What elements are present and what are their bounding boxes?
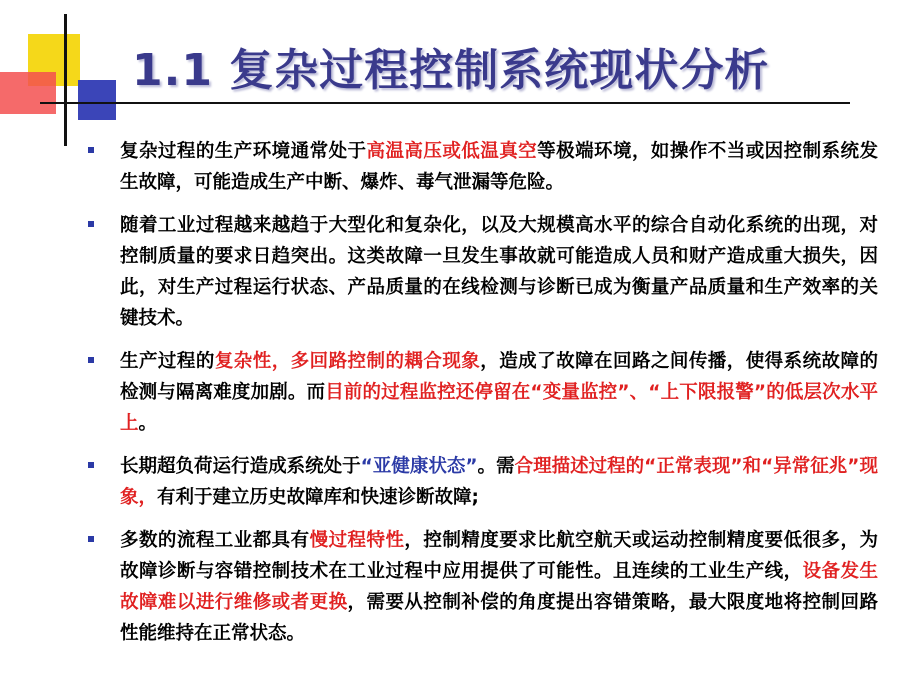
decor-blue-square bbox=[78, 80, 116, 120]
bullet-item bbox=[88, 346, 878, 439]
slide-title: 1.1 复杂过程控制系统现状分析 bbox=[132, 45, 770, 96]
text-run: 多数的流程工业都具有 bbox=[120, 530, 310, 551]
decor-vertical-line bbox=[64, 14, 67, 146]
text-run: 。需 bbox=[477, 456, 515, 477]
text-run: 生产过程的 bbox=[120, 351, 215, 372]
text-run: 。 bbox=[138, 413, 158, 434]
bullet-square-icon bbox=[88, 221, 94, 227]
bullet-item bbox=[88, 136, 878, 198]
bullet-list bbox=[88, 136, 878, 661]
text-run: ，需要从控制补偿的角度提出容错策略，最大限度地将控制回路性能维持在正常状态。 bbox=[120, 592, 878, 644]
text-run: ，造成了故障在回路之间传播，使得系统故障的检测与隔离难度加剧。而 bbox=[120, 351, 878, 403]
highlight-text-run: 目前的过程监控还停留在“变量监控”、“上下限报警”的低层次水平上 bbox=[120, 382, 878, 434]
highlight-text-run: 合理描述过程的“正常表现”和“异常征兆”现象， bbox=[120, 456, 878, 508]
bullet-text bbox=[120, 451, 878, 513]
bullet-text bbox=[120, 525, 878, 649]
text-run: ，控制精度要求比航空航天或运动控制精度要低很多，为故障诊断与容错控制技术在工业过程中应用提供了可能性。且连续的工业生产线， bbox=[120, 530, 878, 582]
bullet-square-icon bbox=[88, 462, 94, 468]
title-underline bbox=[40, 102, 850, 104]
text-run: 有利于建立历史故障库和快速诊断故障; bbox=[157, 487, 479, 508]
highlight-text-run: “亚健康状态” bbox=[360, 456, 478, 477]
bullet-text bbox=[120, 346, 878, 439]
highlight-text-run: 慢过程特性 bbox=[309, 530, 405, 551]
bullet-text bbox=[120, 210, 878, 334]
highlight-text-run: 设备发生故障难以进行维修或者更换 bbox=[120, 561, 878, 613]
highlight-text-run: 复杂性，多回路控制的耦合现象 bbox=[214, 351, 481, 372]
text-run: 等极端环境，如操作不当或因控制系统发生故障，可能造成生产中断、爆炸、毒气泄漏等危险。 bbox=[120, 141, 878, 193]
bullet-text bbox=[120, 136, 878, 198]
bullet-item bbox=[88, 210, 878, 334]
bullet-item bbox=[88, 451, 878, 513]
text-run: 复杂过程的生产环境通常处于 bbox=[120, 141, 367, 162]
bullet-square-icon bbox=[88, 536, 94, 542]
text-run: 长期超负荷运行造成系统处于 bbox=[120, 456, 361, 477]
bullet-square-icon bbox=[88, 147, 94, 153]
bullet-square-icon bbox=[88, 357, 94, 363]
bullet-item bbox=[88, 525, 878, 649]
decor-red-square bbox=[0, 72, 56, 114]
highlight-text-run: 高温高压或低温真空 bbox=[366, 141, 538, 162]
text-run: 随着工业过程越来越趋于大型化和复杂化，以及大规模高水平的综合自动化系统的出现，对控制质量的要求日趋突出。这类故障一旦发生事故就可能造成人员和财产造成重大损失，因此，对生产过程运行状态、产品质量的在线检测与诊断已成为衡量产品质量和生产效率的关键技术。 bbox=[120, 215, 878, 329]
